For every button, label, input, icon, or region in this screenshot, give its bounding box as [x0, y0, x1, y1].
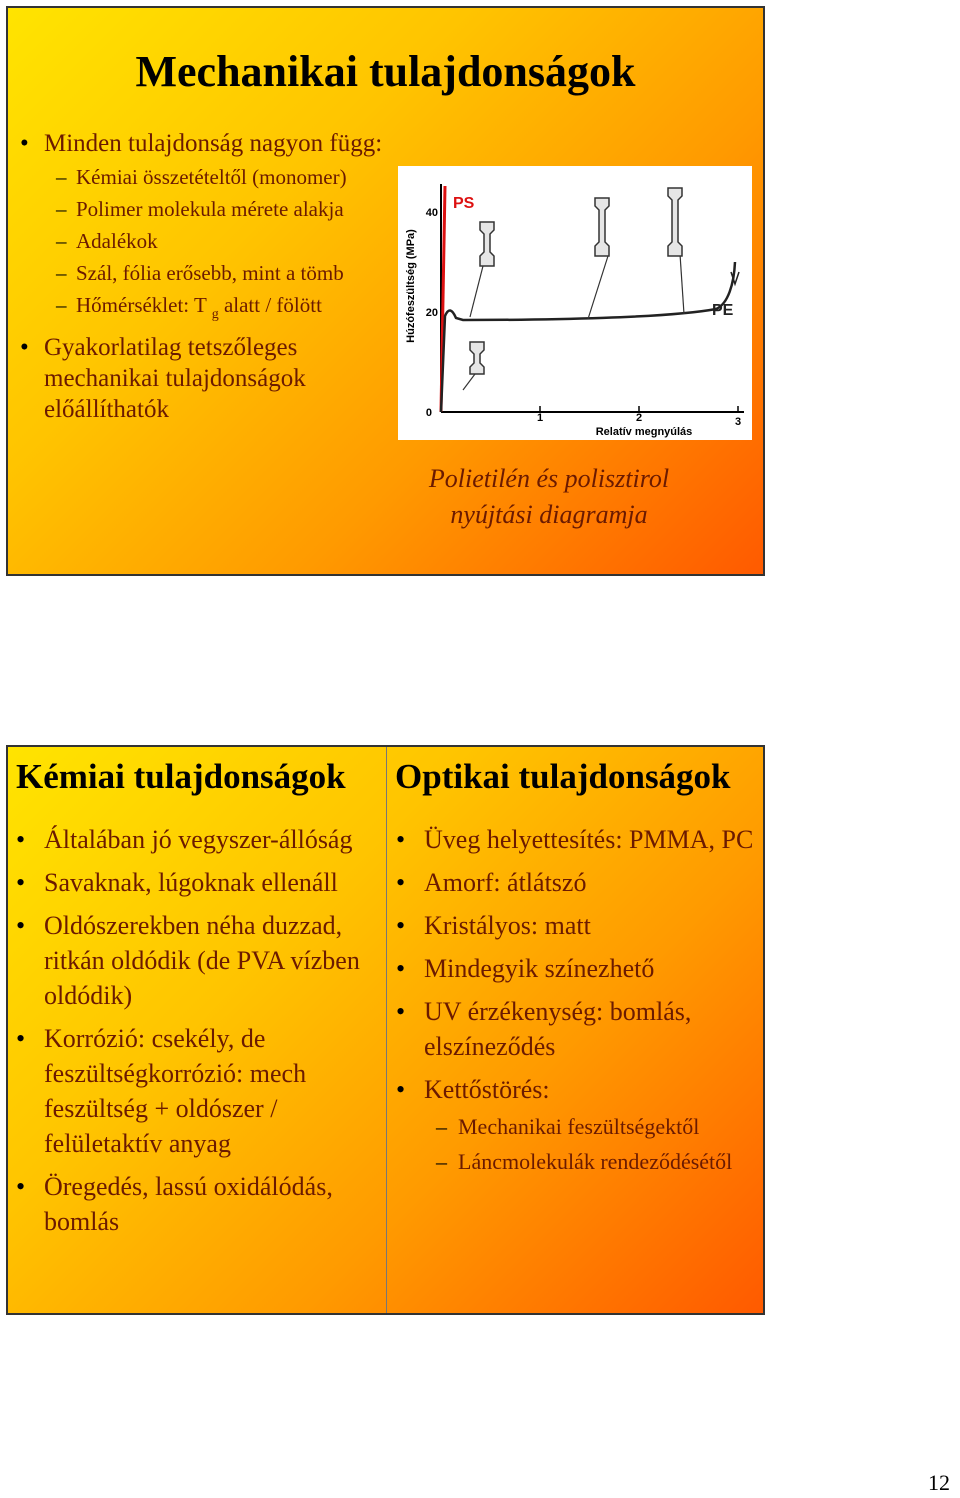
slide-chemical-optical	[6, 745, 765, 1315]
ps-label: PS	[453, 195, 475, 212]
list-item-birefringence: • Kettőstörés: – Mechanikai feszültségektől – Láncmolekulák rendeződésétől	[396, 1072, 766, 1177]
list-item: • Mindegyik színezhető	[396, 951, 766, 986]
bullet-text: Minden tulajdonság nagyon függ:	[44, 130, 383, 157]
slide-mechanical	[6, 6, 765, 576]
specimen-icon	[595, 198, 609, 256]
list-item: • Amorf: átlátszó	[396, 865, 766, 900]
column-divider	[386, 747, 387, 1313]
sub-item: – Kémiai összetételtől (monomer)	[44, 164, 390, 191]
list-item: • Üveg helyettesítés: PMMA, PC	[396, 822, 766, 857]
specimen-icon	[470, 342, 484, 374]
diagram-caption: Polietilén és polisztirol nyújtási diagramja	[428, 464, 670, 529]
list-item: • Korrózió: csekély, de feszültségkorrózió: mech feszültség + oldószer / felületaktív anyag	[16, 1021, 386, 1161]
specimen-icon	[668, 188, 682, 256]
specimen-icon	[480, 222, 494, 266]
chemical-title: Kémiai tulajdonságok	[16, 757, 346, 796]
pe-label: PE	[712, 302, 734, 319]
optical-title: Optikai tulajdonságok	[395, 757, 731, 796]
list-item: • Oldószerekben néha duzzad, ritkán oldódik (de PVA vízben oldódik)	[16, 908, 386, 1013]
bullet-item	[20, 128, 390, 328]
optical-list	[396, 822, 766, 1185]
y-tick-label: 40	[425, 207, 438, 219]
bullet-text: Gyakorlatilag tetszőleges mechanikai tulajdonságok előállíthatók	[44, 334, 306, 423]
sub-list	[424, 1112, 766, 1177]
y-tick-label: 0	[425, 407, 432, 419]
sub-item-temperature: – Hőmérséklet: T $_g$ alatt / fölött	[44, 292, 390, 328]
list-item: • Kristályos: matt	[396, 908, 766, 943]
sub-item: – Szál, fólia erősebb, mint a tömb	[44, 260, 390, 287]
y-tick-label: 20	[425, 307, 438, 319]
sub-list	[44, 164, 390, 328]
sub-item: – Polimer molekula mérete alakja	[44, 196, 390, 223]
x-tick-label: 2	[635, 412, 643, 424]
list-item: • UV érzékenység: bomlás, elszíneződés	[396, 994, 766, 1064]
pointer-line	[588, 256, 608, 319]
slide-title: Mechanikai tulajdonságok	[135, 47, 636, 96]
list-item: • Savaknak, lúgoknak ellenáll	[16, 865, 386, 900]
stress-strain-diagram	[398, 166, 752, 440]
list-item: • Általában jó vegyszer-állóság	[16, 822, 386, 857]
chemical-list	[16, 822, 386, 1247]
x-tick-label: 3	[734, 416, 742, 428]
bullet-item	[20, 332, 390, 425]
sub-item: – Adalékok	[44, 228, 390, 255]
pointer-line	[470, 266, 483, 317]
list-item: • Öregedés, lassú oxidálódás, bomlás	[16, 1169, 386, 1239]
pe-curve	[441, 262, 735, 412]
stress-strain-svg	[398, 166, 752, 440]
sub-item: – Mechanikai feszültségektől	[424, 1112, 766, 1142]
x-tick-label: 1	[536, 412, 544, 424]
y-axis-label: Húzófeszültség (MPa)	[405, 229, 417, 343]
page-number: 12	[928, 1470, 950, 1495]
pointer-line	[463, 374, 475, 390]
x-axis-label: Relatív megnyúlás	[595, 426, 693, 438]
sub-item: – Láncmolekulák rendeződésétől	[424, 1147, 766, 1177]
bullet-list	[20, 128, 390, 429]
pointer-line	[680, 254, 684, 314]
